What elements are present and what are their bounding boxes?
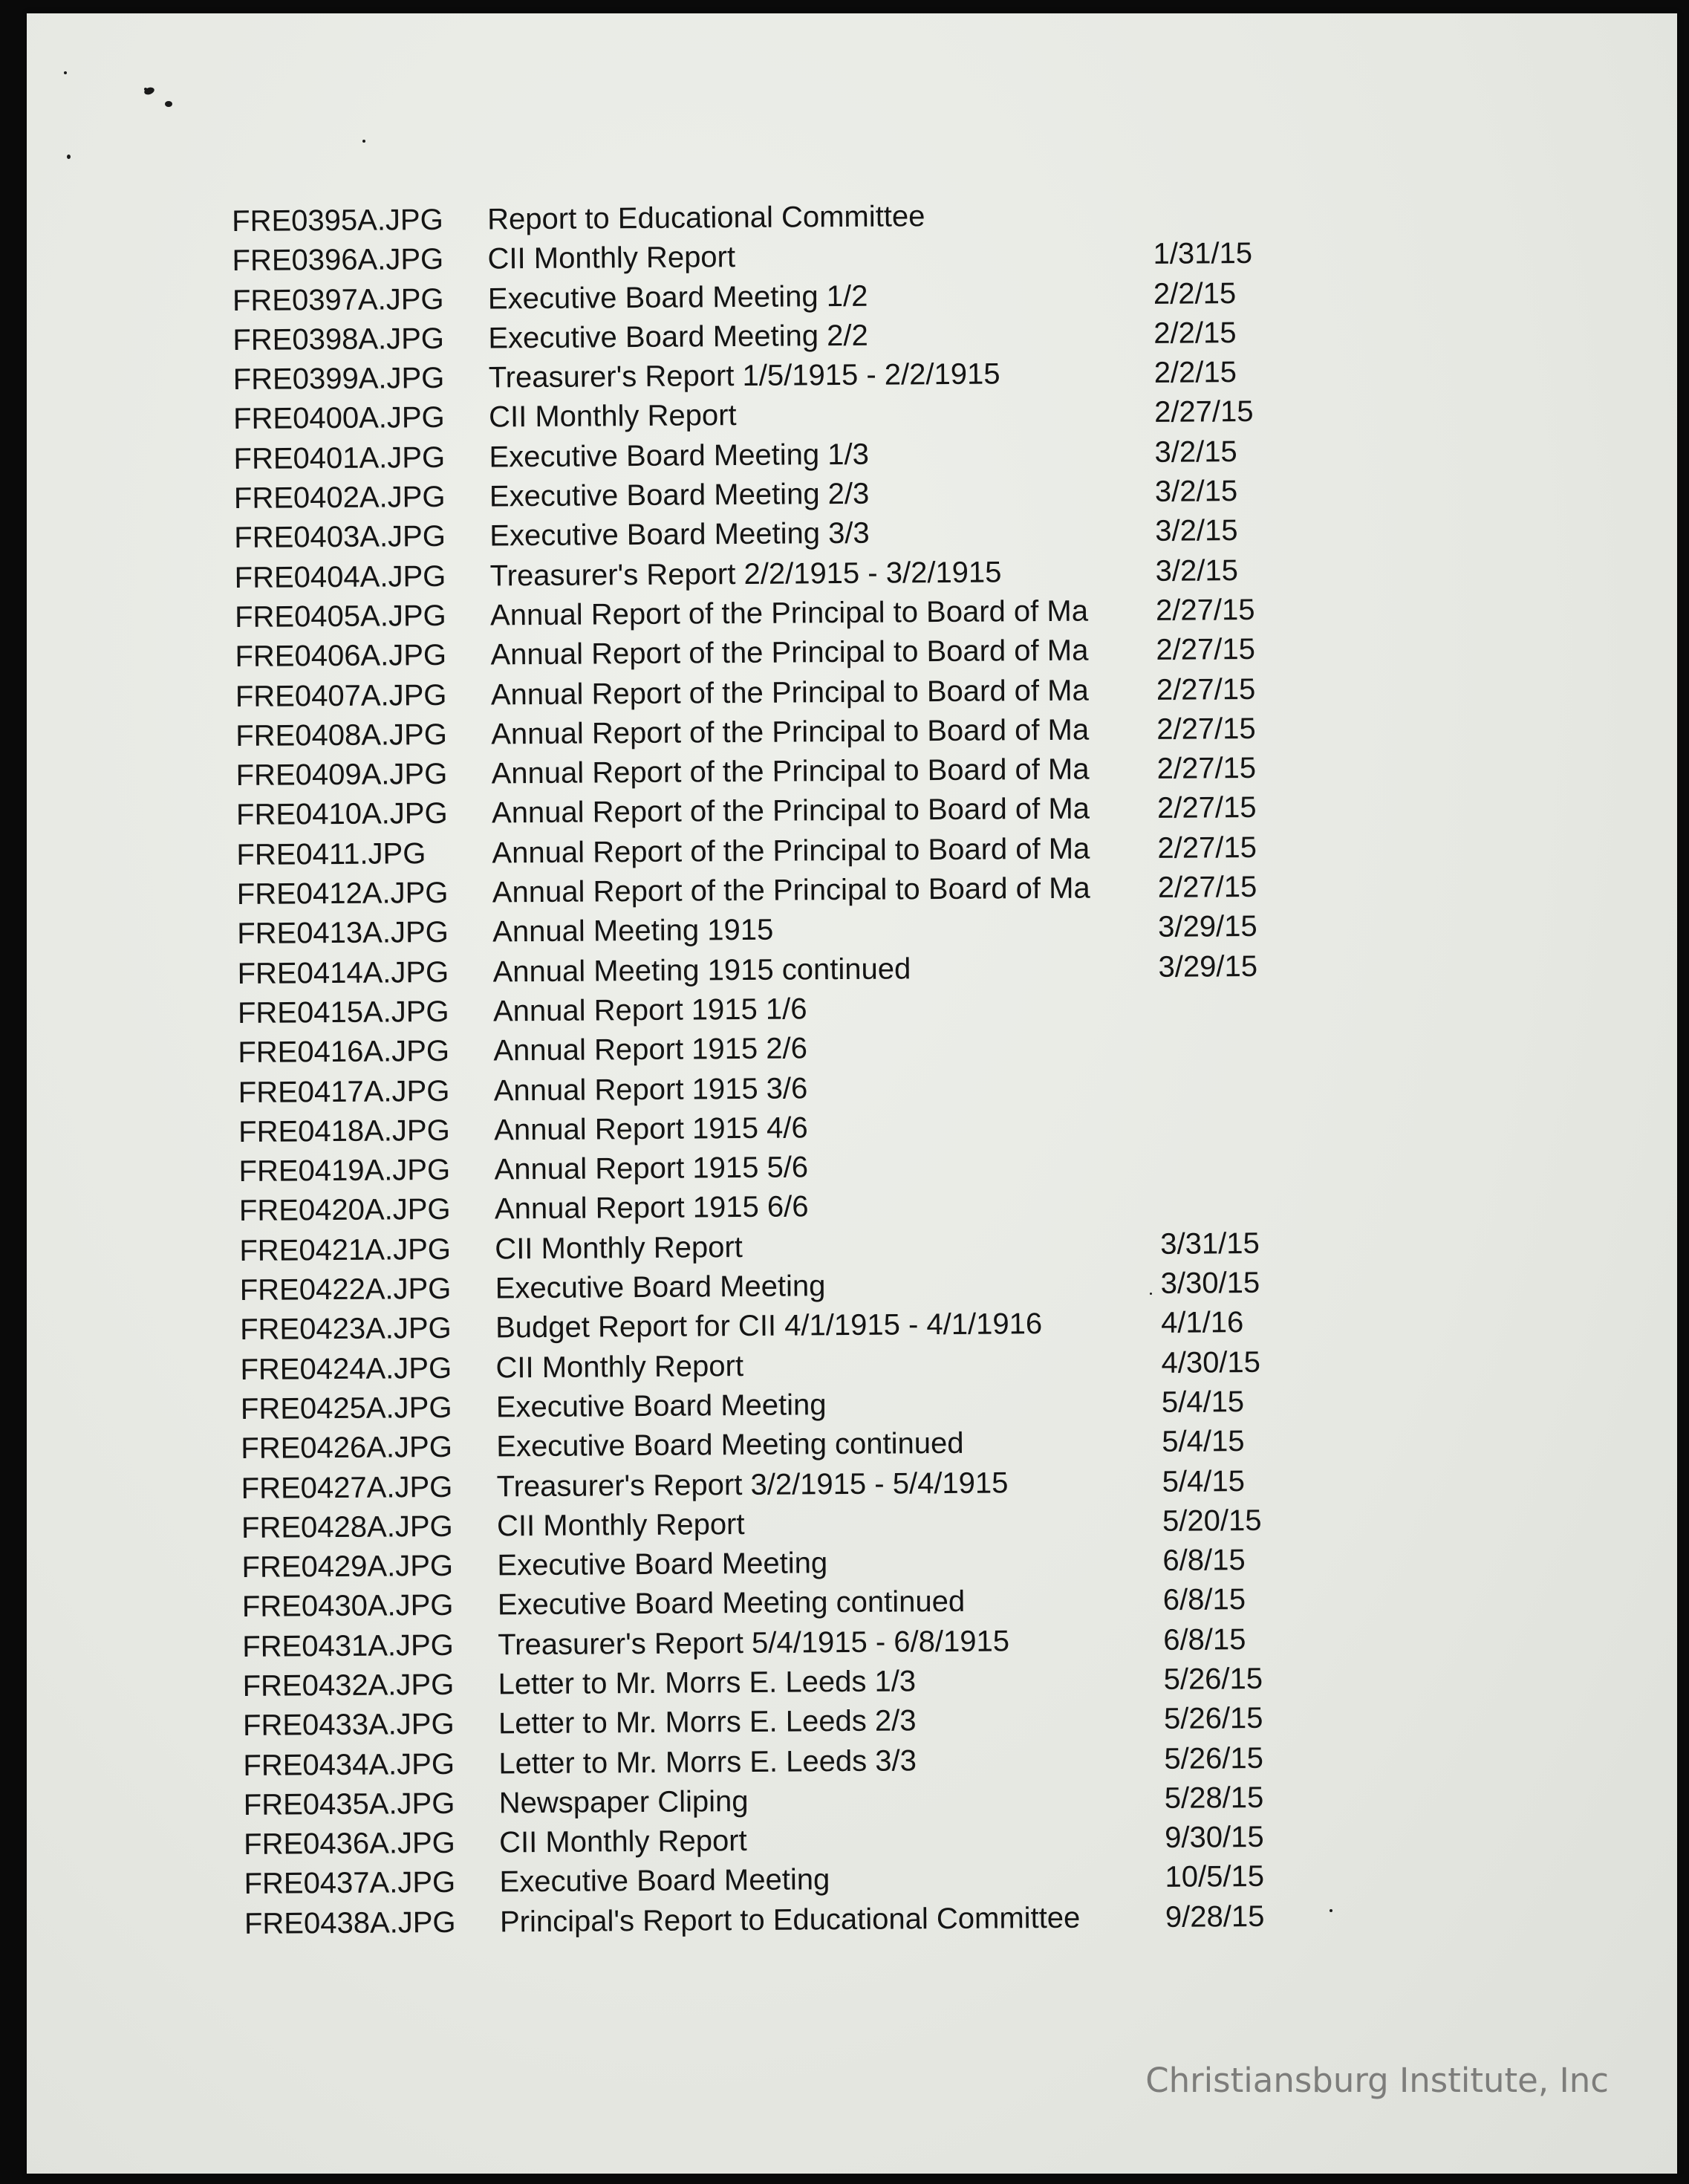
document-title: CII Monthly Report bbox=[499, 1824, 747, 1859]
file-name: FRE0423A.JPG bbox=[239, 1312, 452, 1347]
file-name: FRE0424A.JPG bbox=[240, 1351, 452, 1386]
document-title: Annual Report of the Principal to Board of Ma bbox=[492, 832, 1090, 870]
document-date: 3/2/15 bbox=[1154, 435, 1237, 469]
document-title: Executive Board Meeting continued bbox=[496, 1427, 964, 1463]
file-name: FRE0412A.JPG bbox=[236, 876, 449, 911]
document-date: 9/28/15 bbox=[1165, 1899, 1265, 1934]
paper-speck bbox=[165, 101, 172, 107]
paper-speck bbox=[67, 155, 71, 159]
file-name: FRE0436A.JPG bbox=[244, 1827, 455, 1862]
file-name: FRE0416A.JPG bbox=[238, 1035, 450, 1070]
file-name: FRE0403A.JPG bbox=[234, 520, 446, 555]
file-name: FRE0426A.JPG bbox=[241, 1431, 453, 1466]
document-date: 6/8/15 bbox=[1162, 1544, 1246, 1577]
document-title: CII Monthly Report bbox=[496, 1507, 745, 1543]
document-title: Executive Board Meeting continued bbox=[497, 1585, 966, 1622]
document-date: 2/27/15 bbox=[1157, 870, 1257, 904]
document-title: Treasurer's Report 2/2/1915 - 3/2/1915 bbox=[489, 556, 1002, 593]
document-title: Executive Board Meeting 1/2 bbox=[487, 279, 868, 316]
document-date: 5/4/15 bbox=[1161, 1385, 1245, 1419]
document-title: Report to Educational Committee bbox=[487, 200, 925, 236]
document-date: 5/4/15 bbox=[1162, 1464, 1246, 1498]
paper-speck bbox=[64, 71, 67, 74]
document-date: 2/27/15 bbox=[1156, 672, 1256, 706]
document-title: Annual Report of the Principal to Board of Ma bbox=[490, 634, 1089, 672]
document-date: 2/27/15 bbox=[1156, 791, 1257, 825]
file-name: FRE0427A.JPG bbox=[241, 1470, 453, 1505]
file-name: FRE0396A.JPG bbox=[232, 243, 444, 278]
file-name: FRE0431A.JPG bbox=[242, 1628, 454, 1663]
document-date: 2/27/15 bbox=[1153, 395, 1254, 429]
document-date: 3/29/15 bbox=[1158, 910, 1257, 944]
file-name: FRE0420A.JPG bbox=[238, 1193, 451, 1228]
file-name: FRE0434A.JPG bbox=[243, 1747, 455, 1782]
document-title: Executive Board Meeting bbox=[499, 1863, 830, 1899]
document-title: Annual Report of the Principal to Board of Ma bbox=[490, 674, 1089, 712]
document-date: 5/28/15 bbox=[1164, 1781, 1264, 1815]
document-date: 1/31/15 bbox=[1153, 237, 1253, 271]
document-title: Annual Meeting 1915 bbox=[492, 914, 774, 949]
document-date: 9/30/15 bbox=[1165, 1821, 1264, 1855]
file-name: FRE0437A.JPG bbox=[244, 1866, 456, 1901]
document-title: Principal's Report to Educational Committee bbox=[499, 1901, 1081, 1939]
paper-speck bbox=[1330, 1909, 1332, 1912]
file-name: FRE0407A.JPG bbox=[235, 678, 447, 713]
document-title: CII Monthly Report bbox=[495, 1349, 744, 1385]
file-name: FRE0398A.JPG bbox=[232, 322, 445, 357]
document-title: Annual Report of the Principal to Board of Ma bbox=[491, 793, 1090, 830]
file-name: FRE0433A.JPG bbox=[242, 1708, 455, 1743]
document-title: Treasurer's Report 5/4/1915 - 6/8/1915 bbox=[498, 1625, 1010, 1662]
file-name: FRE0395A.JPG bbox=[232, 203, 443, 238]
document-date: 3/2/15 bbox=[1155, 514, 1238, 548]
document-date: 3/29/15 bbox=[1158, 949, 1258, 984]
document-date: 5/26/15 bbox=[1163, 1702, 1263, 1736]
document-title: Executive Board Meeting 2/3 bbox=[489, 477, 870, 513]
document-title: Annual Report of the Principal to Board of Ma bbox=[492, 871, 1090, 909]
document-date: 2/27/15 bbox=[1156, 712, 1256, 746]
file-name: FRE0408A.JPG bbox=[235, 718, 448, 753]
watermark: Christiansburg Institute, Inc bbox=[1145, 2061, 1609, 2100]
file-name: FRE0414A.JPG bbox=[237, 955, 449, 990]
document-date: 2/27/15 bbox=[1157, 831, 1257, 865]
file-name: FRE0413A.JPG bbox=[237, 916, 449, 951]
file-name: FRE0422A.JPG bbox=[239, 1272, 452, 1307]
document-date: 2/2/15 bbox=[1153, 276, 1237, 311]
document-title: Annual Report 1915 1/6 bbox=[492, 992, 807, 1028]
document-date: 4/30/15 bbox=[1161, 1345, 1261, 1379]
file-name: FRE0415A.JPG bbox=[237, 995, 449, 1030]
document-title: Annual Meeting 1915 continued bbox=[492, 952, 911, 989]
file-name: FRE0428A.JPG bbox=[241, 1509, 453, 1544]
document-title: Annual Report 1915 3/6 bbox=[493, 1071, 808, 1107]
file-name: FRE0418A.JPG bbox=[238, 1114, 450, 1148]
file-name: FRE0402A.JPG bbox=[233, 480, 446, 516]
document-date: 4/1/16 bbox=[1160, 1306, 1244, 1340]
document-date: 5/4/15 bbox=[1162, 1425, 1245, 1459]
file-name: FRE0435A.JPG bbox=[243, 1787, 455, 1821]
document-title: Executive Board Meeting bbox=[495, 1388, 827, 1424]
document-date: 5/20/15 bbox=[1162, 1504, 1262, 1538]
document-title: Newspaper Cliping bbox=[498, 1784, 749, 1820]
file-name: FRE0400A.JPG bbox=[232, 401, 445, 436]
document-title: Letter to Mr. Morrs E. Leeds 3/3 bbox=[498, 1743, 917, 1780]
file-name: FRE0417A.JPG bbox=[238, 1074, 450, 1109]
document-title: Executive Board Meeting bbox=[497, 1547, 828, 1582]
file-listing bbox=[232, 194, 1314, 1944]
document-date: 3/2/15 bbox=[1155, 553, 1239, 588]
document-title: Annual Report 1915 2/6 bbox=[493, 1032, 808, 1067]
document-date: 3/31/15 bbox=[1160, 1226, 1260, 1261]
document-title: CII Monthly Report bbox=[495, 1230, 743, 1266]
file-name: FRE0429A.JPG bbox=[241, 1549, 454, 1585]
file-name: FRE0421A.JPG bbox=[239, 1232, 452, 1267]
document-title: CII Monthly Report bbox=[488, 399, 737, 434]
document-title: Executive Board Meeting 1/3 bbox=[489, 438, 870, 474]
file-name: FRE0432A.JPG bbox=[242, 1668, 455, 1703]
document-title: Annual Report 1915 6/6 bbox=[494, 1190, 809, 1226]
file-name: FRE0438A.JPG bbox=[244, 1905, 456, 1940]
file-name: FRE0411.JPG bbox=[236, 836, 426, 871]
document-date: 2/2/15 bbox=[1153, 316, 1237, 350]
document-title: Letter to Mr. Morrs E. Leeds 1/3 bbox=[498, 1665, 917, 1701]
file-name: FRE0406A.JPG bbox=[235, 639, 447, 674]
document-date: 6/8/15 bbox=[1163, 1622, 1246, 1657]
document-date: 5/26/15 bbox=[1163, 1662, 1263, 1696]
document-title: Annual Report 1915 5/6 bbox=[494, 1151, 809, 1186]
file-name: FRE0419A.JPG bbox=[238, 1154, 451, 1189]
file-name: FRE0397A.JPG bbox=[232, 282, 444, 317]
document-title: CII Monthly Report bbox=[487, 241, 736, 276]
document-title: Letter to Mr. Morrs E. Leeds 2/3 bbox=[498, 1704, 917, 1741]
document-date: 10/5/15 bbox=[1165, 1860, 1265, 1894]
document-date: 3/30/15 bbox=[1160, 1266, 1260, 1300]
document-title: Budget Report for CII 4/1/1915 - 4/1/1916 bbox=[495, 1307, 1043, 1345]
document-title: Treasurer's Report 1/5/1915 - 2/2/1915 bbox=[488, 357, 1000, 394]
file-name: FRE0425A.JPG bbox=[240, 1391, 452, 1426]
file-name: FRE0409A.JPG bbox=[235, 758, 448, 793]
document-date: 2/27/15 bbox=[1156, 633, 1256, 667]
document-title: Annual Report of the Principal to Board of Ma bbox=[491, 713, 1090, 751]
document-title: Annual Report of the Principal to Board of Ma bbox=[491, 753, 1090, 790]
document-title: Executive Board Meeting 2/2 bbox=[488, 319, 868, 355]
file-name: FRE0404A.JPG bbox=[234, 559, 446, 594]
document-title: Executive Board Meeting 3/3 bbox=[489, 517, 870, 553]
file-name: FRE0430A.JPG bbox=[241, 1589, 454, 1624]
document-date: 2/27/15 bbox=[1155, 593, 1255, 627]
document-date: 6/8/15 bbox=[1162, 1583, 1246, 1617]
file-name: FRE0401A.JPG bbox=[233, 441, 446, 475]
document-date: 2/2/15 bbox=[1153, 356, 1237, 390]
paper-speck bbox=[362, 140, 365, 143]
file-name: FRE0405A.JPG bbox=[234, 599, 446, 634]
document-title: Treasurer's Report 3/2/1915 - 5/4/1915 bbox=[496, 1466, 1009, 1503]
document-date: 2/27/15 bbox=[1156, 752, 1257, 786]
document-date: 3/2/15 bbox=[1154, 475, 1238, 508]
file-name: FRE0399A.JPG bbox=[232, 362, 445, 397]
document-title: Annual Report of the Principal to Board of Ma bbox=[489, 594, 1089, 632]
document-date: 5/26/15 bbox=[1164, 1741, 1264, 1775]
document-title: Annual Report 1915 4/6 bbox=[494, 1111, 808, 1147]
document-title: Executive Board Meeting bbox=[495, 1270, 826, 1305]
file-name: FRE0410A.JPG bbox=[235, 797, 448, 832]
list-item bbox=[244, 1897, 1314, 1944]
